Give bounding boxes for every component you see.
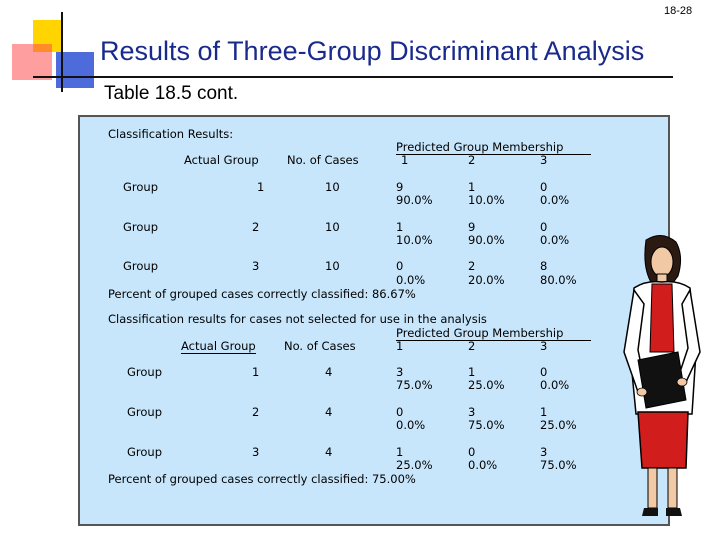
decorative-pink-square (12, 44, 52, 80)
table-cell-count: 3 (396, 365, 404, 379)
page-number: 18-28 (664, 5, 693, 17)
section2-col-g3: 3 (540, 339, 548, 353)
section1-percent-correct: Percent of grouped cases correctly classified: 86.67% (108, 287, 416, 301)
table-row-label: Group (127, 445, 163, 459)
section2-col-actual: Actual Group (181, 339, 256, 353)
section1-predicted-header: Predicted Group Membership (396, 140, 564, 154)
table-cell-cases: 10 (325, 259, 340, 273)
section2-predicted-header: Predicted Group Membership (396, 326, 564, 340)
table-cell-group: 3 (252, 445, 260, 459)
table-cell-percent: 0.0% (540, 378, 570, 392)
table-cell-percent: 90.0% (468, 233, 505, 247)
section1-col-g1: 1 (401, 153, 409, 167)
table-cell-percent: 0.0% (540, 193, 570, 207)
table-cell-percent: 10.0% (396, 233, 433, 247)
businesswoman-with-folder-icon (616, 232, 708, 522)
table-cell-group: 3 (252, 259, 260, 273)
section1-col-cases: No. of Cases (287, 153, 359, 167)
table-cell-percent: 0.0% (468, 458, 498, 472)
table-cell-count: 3 (468, 405, 476, 419)
section1-col-g3: 3 (540, 153, 548, 167)
table-cell-count: 1 (396, 220, 404, 234)
slide-subtitle: Table 18.5 cont. (104, 83, 239, 104)
section2-col-g2: 2 (468, 339, 476, 353)
table-row-label: Group (123, 220, 159, 234)
section2-col-groups-underline (396, 340, 591, 341)
table-cell-cases: 4 (325, 405, 333, 419)
table-cell-count: 0 (540, 180, 548, 194)
section2-col-cases: No. of Cases (284, 339, 356, 353)
title-underline (33, 76, 673, 78)
table-cell-count: 1 (468, 365, 476, 379)
section2-percent-correct: Percent of grouped cases correctly classified: 75.00% (108, 472, 416, 486)
section1-col-actual: Actual Group (184, 153, 259, 167)
table-cell-percent: 25.0% (468, 378, 505, 392)
table-cell-percent: 0.0% (396, 418, 426, 432)
section2-heading: Classification results for cases not selected for use in the analysis (108, 312, 487, 326)
table-cell-group: 1 (252, 365, 260, 379)
table-cell-group: 2 (252, 220, 260, 234)
table-cell-percent: 20.0% (468, 273, 505, 287)
table-cell-percent: 25.0% (540, 418, 577, 432)
table-cell-percent: 90.0% (396, 193, 433, 207)
table-row-label: Group (127, 365, 163, 379)
table-cell-count: 3 (540, 445, 548, 459)
table-cell-count: 0 (468, 445, 476, 459)
table-cell-count: 1 (396, 445, 404, 459)
table-cell-percent: 25.0% (396, 458, 433, 472)
table-cell-count: 9 (468, 220, 476, 234)
section2-col-g1: 1 (396, 339, 404, 353)
section1-col-groups-underline (396, 154, 591, 155)
table-cell-percent: 75.0% (396, 378, 433, 392)
table-cell-percent: 10.0% (468, 193, 505, 207)
table-cell-cases: 10 (325, 180, 340, 194)
table-cell-count: 0 (396, 259, 404, 273)
table-cell-cases: 4 (325, 365, 333, 379)
table-cell-percent: 0.0% (396, 273, 426, 287)
table-cell-count: 2 (468, 259, 476, 273)
decorative-vertical-line (61, 12, 63, 92)
table-cell-group: 1 (257, 180, 265, 194)
table-cell-count: 0 (540, 220, 548, 234)
table-cell-count: 0 (540, 365, 548, 379)
table-cell-percent: 0.0% (540, 233, 570, 247)
table-cell-percent: 75.0% (540, 458, 577, 472)
slide-title: Results of Three-Group Discriminant Analysis (100, 36, 645, 66)
table-cell-count: 9 (396, 180, 404, 194)
table-row-label: Group (127, 405, 163, 419)
table-cell-cases: 4 (325, 445, 333, 459)
table-cell-group: 2 (252, 405, 260, 419)
section1-heading: Classification Results: (108, 127, 234, 141)
table-row-label: Group (123, 180, 159, 194)
table-cell-cases: 10 (325, 220, 340, 234)
table-row-label: Group (123, 259, 159, 273)
table-cell-count: 1 (468, 180, 476, 194)
table-cell-percent: 80.0% (540, 273, 577, 287)
table-cell-count: 1 (540, 405, 548, 419)
table-cell-percent: 75.0% (468, 418, 505, 432)
section1-col-g2: 2 (468, 153, 476, 167)
table-cell-count: 0 (396, 405, 404, 419)
table-cell-count: 8 (540, 259, 548, 273)
